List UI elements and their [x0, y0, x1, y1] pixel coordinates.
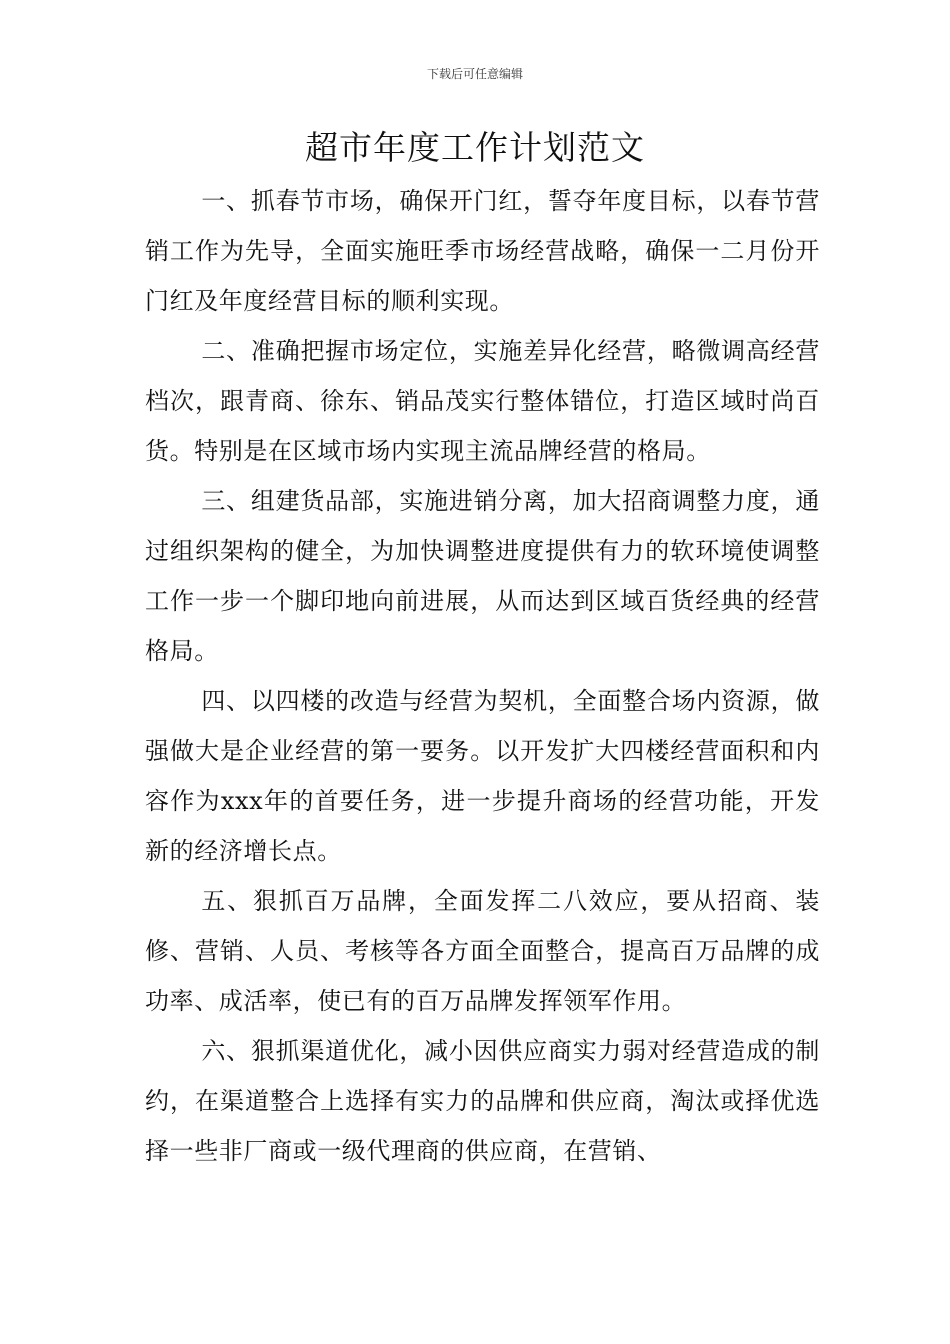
- paragraph-5: 五、狠抓百万品牌，全面发挥二八效应，要从招商、装修、营销、人员、考核等各方面全面整合，提高百万品牌的成功率、成活率，使已有的百万品牌发挥领军作用。: [145, 887, 820, 1015]
- document-title: 超市年度工作计划范文: [305, 128, 645, 167]
- header-note: 下载后可任意编辑: [426, 67, 523, 81]
- paragraph-2: 二、准确把握市场定位，实施差异化经营，略微调高经营档次，跟青商、徐东、销品茂实行整体错位，打造区域时尚百货。特别是在区域市场内实现主流品牌经营的格局。: [145, 337, 820, 465]
- paragraph-4: 四、以四楼的改造与经营为契机，全面整合场内资源，做强做大是企业经营的第一要务。以开发扩大四楼经营面积和内容作为xxx年的首要任务，进一步提升商场的经营功能，开发新的经济增长点。: [145, 687, 820, 865]
- paragraph-1: 一、抓春节市场，确保开门红，誓夺年度目标，以春节营销工作为先导，全面实施旺季市场经营战略，确保一二月份开门红及年度经营目标的顺利实现。: [145, 187, 820, 315]
- document-body: [145, 176, 820, 1176]
- paragraph-3: 三、组建货品部，实施进销分离，加大招商调整力度，通过组织架构的健全，为加快调整进度提供有力的软环境使调整工作一步一个脚印地向前进展，从而达到区域百货经典的经营格局。: [145, 487, 820, 665]
- paragraph-6: 六、狠抓渠道优化，减小因供应商实力弱对经营造成的制约，在渠道整合上选择有实力的品牌和供应商，淘汰或择优选择一些非厂商或一级代理商的供应商，在营销、: [145, 1037, 820, 1165]
